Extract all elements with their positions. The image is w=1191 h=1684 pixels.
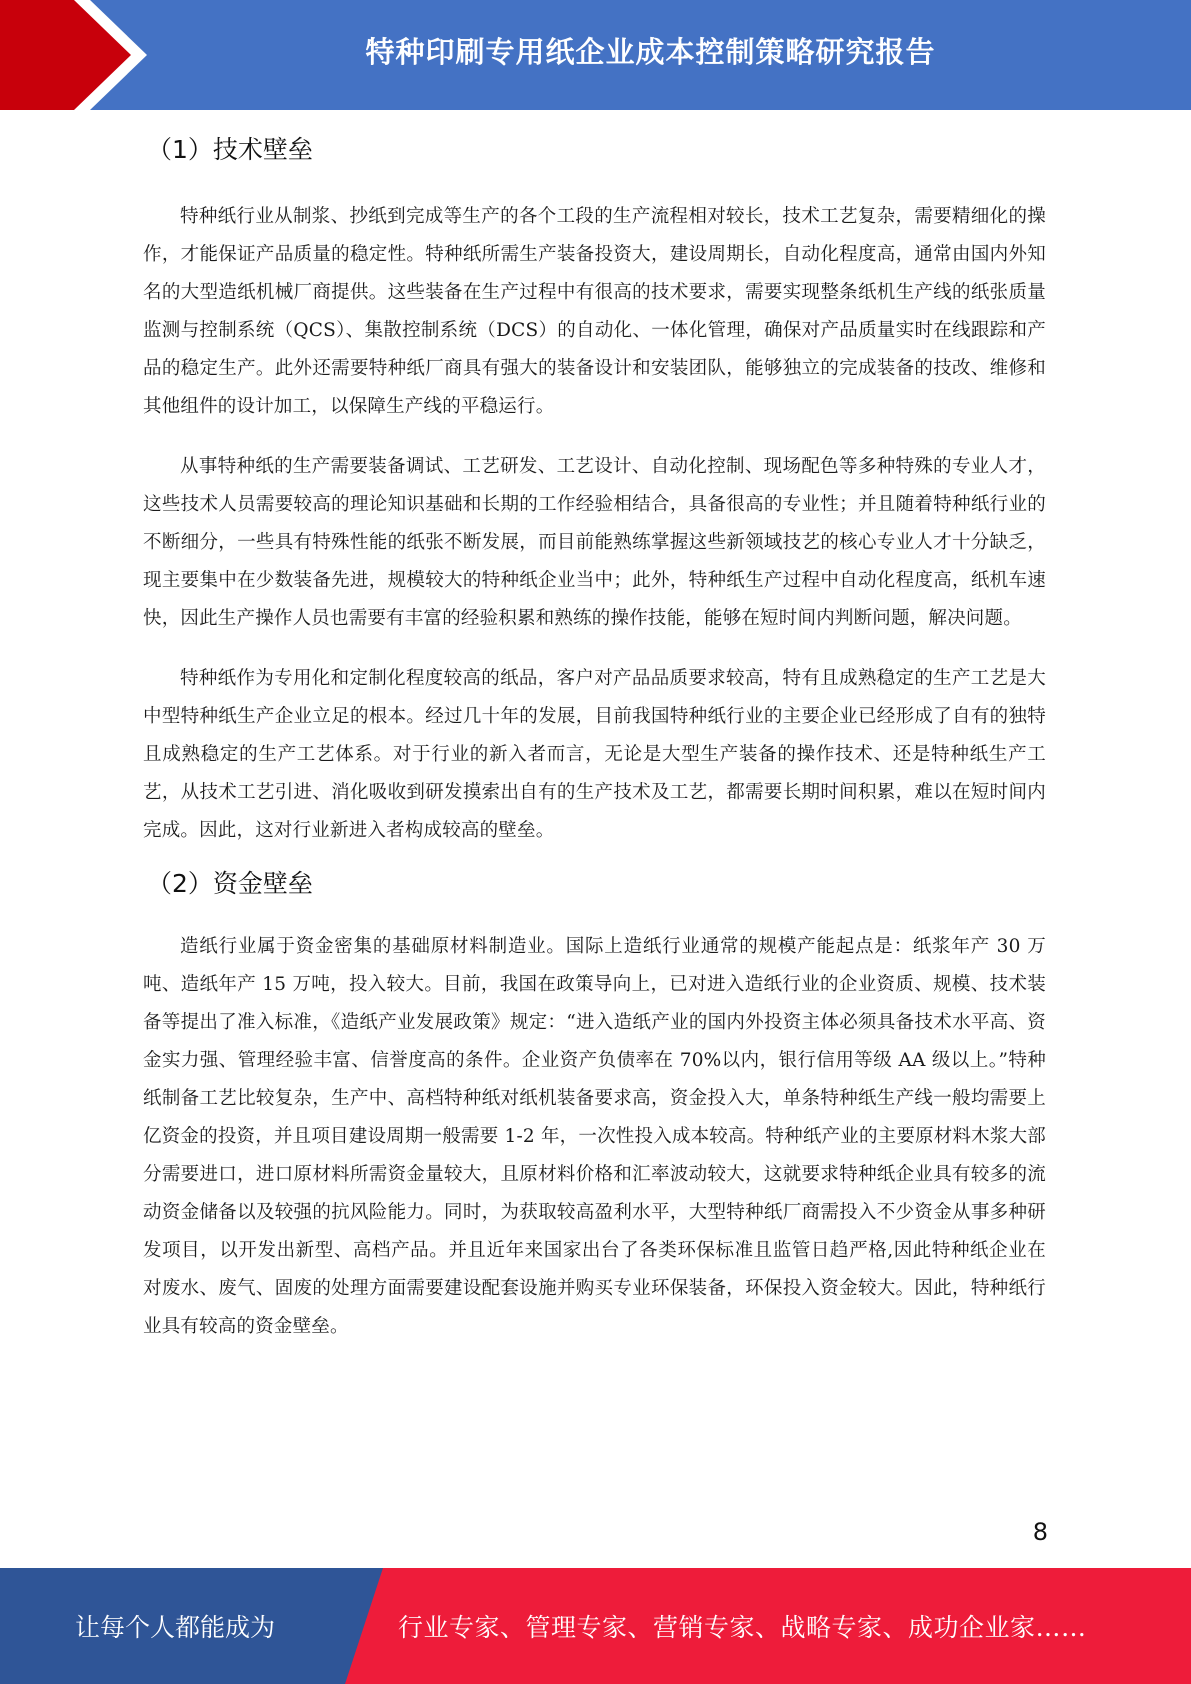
page-number: 8 [1032, 1518, 1048, 1546]
paragraph: 特种纸作为专用化和定制化程度较高的纸品，客户对产品品质要求较高，特有且成熟稳定的生产工艺是大中型特种纸生产企业立足的根本。经过几十年的发展，目前我国特种纸行业的主要企业已经形成了自有的独特且成熟稳定的生产工艺体系。对于行业的新入者而言，无论是大型生产装备的操作技术、还是特种纸生产工艺，从技术工艺引进、消化吸收到研发摸索出自有的生产技术及工艺，都需要长期时间积累，难以在短时间内完成。因此，这对行业新进入者构成较高的壁垒。 [143, 668, 1046, 841]
paragraph: 特种纸行业从制浆、抄纸到完成等生产的各个工段的生产流程相对较长，技术工艺复杂，需要精细化的操作，才能保证产品质量的稳定性。特种纸所需生产装备投资大，建设周期长，自动化程度高，通常由国内外知名的大型造纸机械厂商提供。这些装备在生产过程中有很高的技术要求，需要实现整条纸机生产线的纸张质量监测与控制系统（QCS）、集散控制系统（DCS）的自动化、一体化管理，确保对产品质量实时在线跟踪和产品的稳定生产。此外还需要特种纸厂商具有强大的装备设计和安装团队，能够独立的完成装备的技改、维修和其他组件的设计加工，以保障生产线的平稳运行。 [143, 206, 1046, 417]
page-header [0, 0, 1191, 110]
section-heading-capital-barrier: （2）资金壁垒 [147, 869, 313, 898]
footer-slogan-left: 让每个人都能成为 [74, 1613, 275, 1642]
document-title: 特种印刷专用纸企业成本控制策略研究报告 [365, 34, 936, 69]
page-footer [0, 1568, 1191, 1684]
paragraph: 造纸行业属于资金密集的基础原材料制造业。国际上造纸行业通常的规模产能起点是：纸浆年产 30 万吨、造纸年产 15 万吨，投入较大。目前，我国在政策导向上，已对进入造纸行业的企业资质、规模、技术装备等提出了准入标准，《造纸产业发展政策》规定：“进入造纸产业的国内外投资主体必须具备技术水平高、资金实力强、管理经验丰富、信誉度高的条件。企业资产负债率在 70%以内，银行信用等级 AA 级以上。”特种纸制备工艺比较复杂，生产中、高档特种纸对纸机装备要求高，资金投入大，单条特种纸生产线一般均需要上亿资金的投资，并且项目建设周期一般需要 1-2 年，一次性投入成本较高。特种纸产业的主要原材料木浆大部分需要进口，进口原材料所需资金量较大，且原材料价格和汇率波动较大，这就要求特种纸企业具有较多的流动资金储备以及较强的抗风险能力。同时，为获取较高盈利水平，大型特种纸厂商需投入不少资金从事多种研发项目，以开发出新型、高档产品。并且近年来国家出台了各类环保标准且监管日趋严格,因此特种纸企业在对废水、废气、固废的处理方面需要建设配套设施并购买专业环保装备，环保投入资金较大。因此，特种纸行业具有较高的资金壁垒。 [143, 936, 1046, 1337]
main-content [143, 128, 1046, 1346]
section-heading-technical-barrier: （1）技术壁垒 [147, 135, 313, 164]
footer-slogan-right: 行业专家、管理专家、营销专家、战略专家、成功企业家…… [398, 1613, 1087, 1642]
paragraph: 从事特种纸的生产需要装备调试、工艺研发、工艺设计、自动化控制、现场配色等多种特殊的专业人才，这些技术人员需要较高的理论知识基础和长期的工作经验相结合，具备很高的专业性；并且随着特种纸行业的不断细分，一些具有特殊性能的纸张不断发展，而目前能熟练掌握这些新领域技艺的核心专业人才十分缺乏，现主要集中在少数装备先进，规模较大的特种纸企业当中；此外，特种纸生产过程中自动化程度高，纸机车速快，因此生产操作人员也需要有丰富的经验积累和熟练的操作技能，能够在短时间内判断问题，解决问题。 [143, 456, 1046, 629]
